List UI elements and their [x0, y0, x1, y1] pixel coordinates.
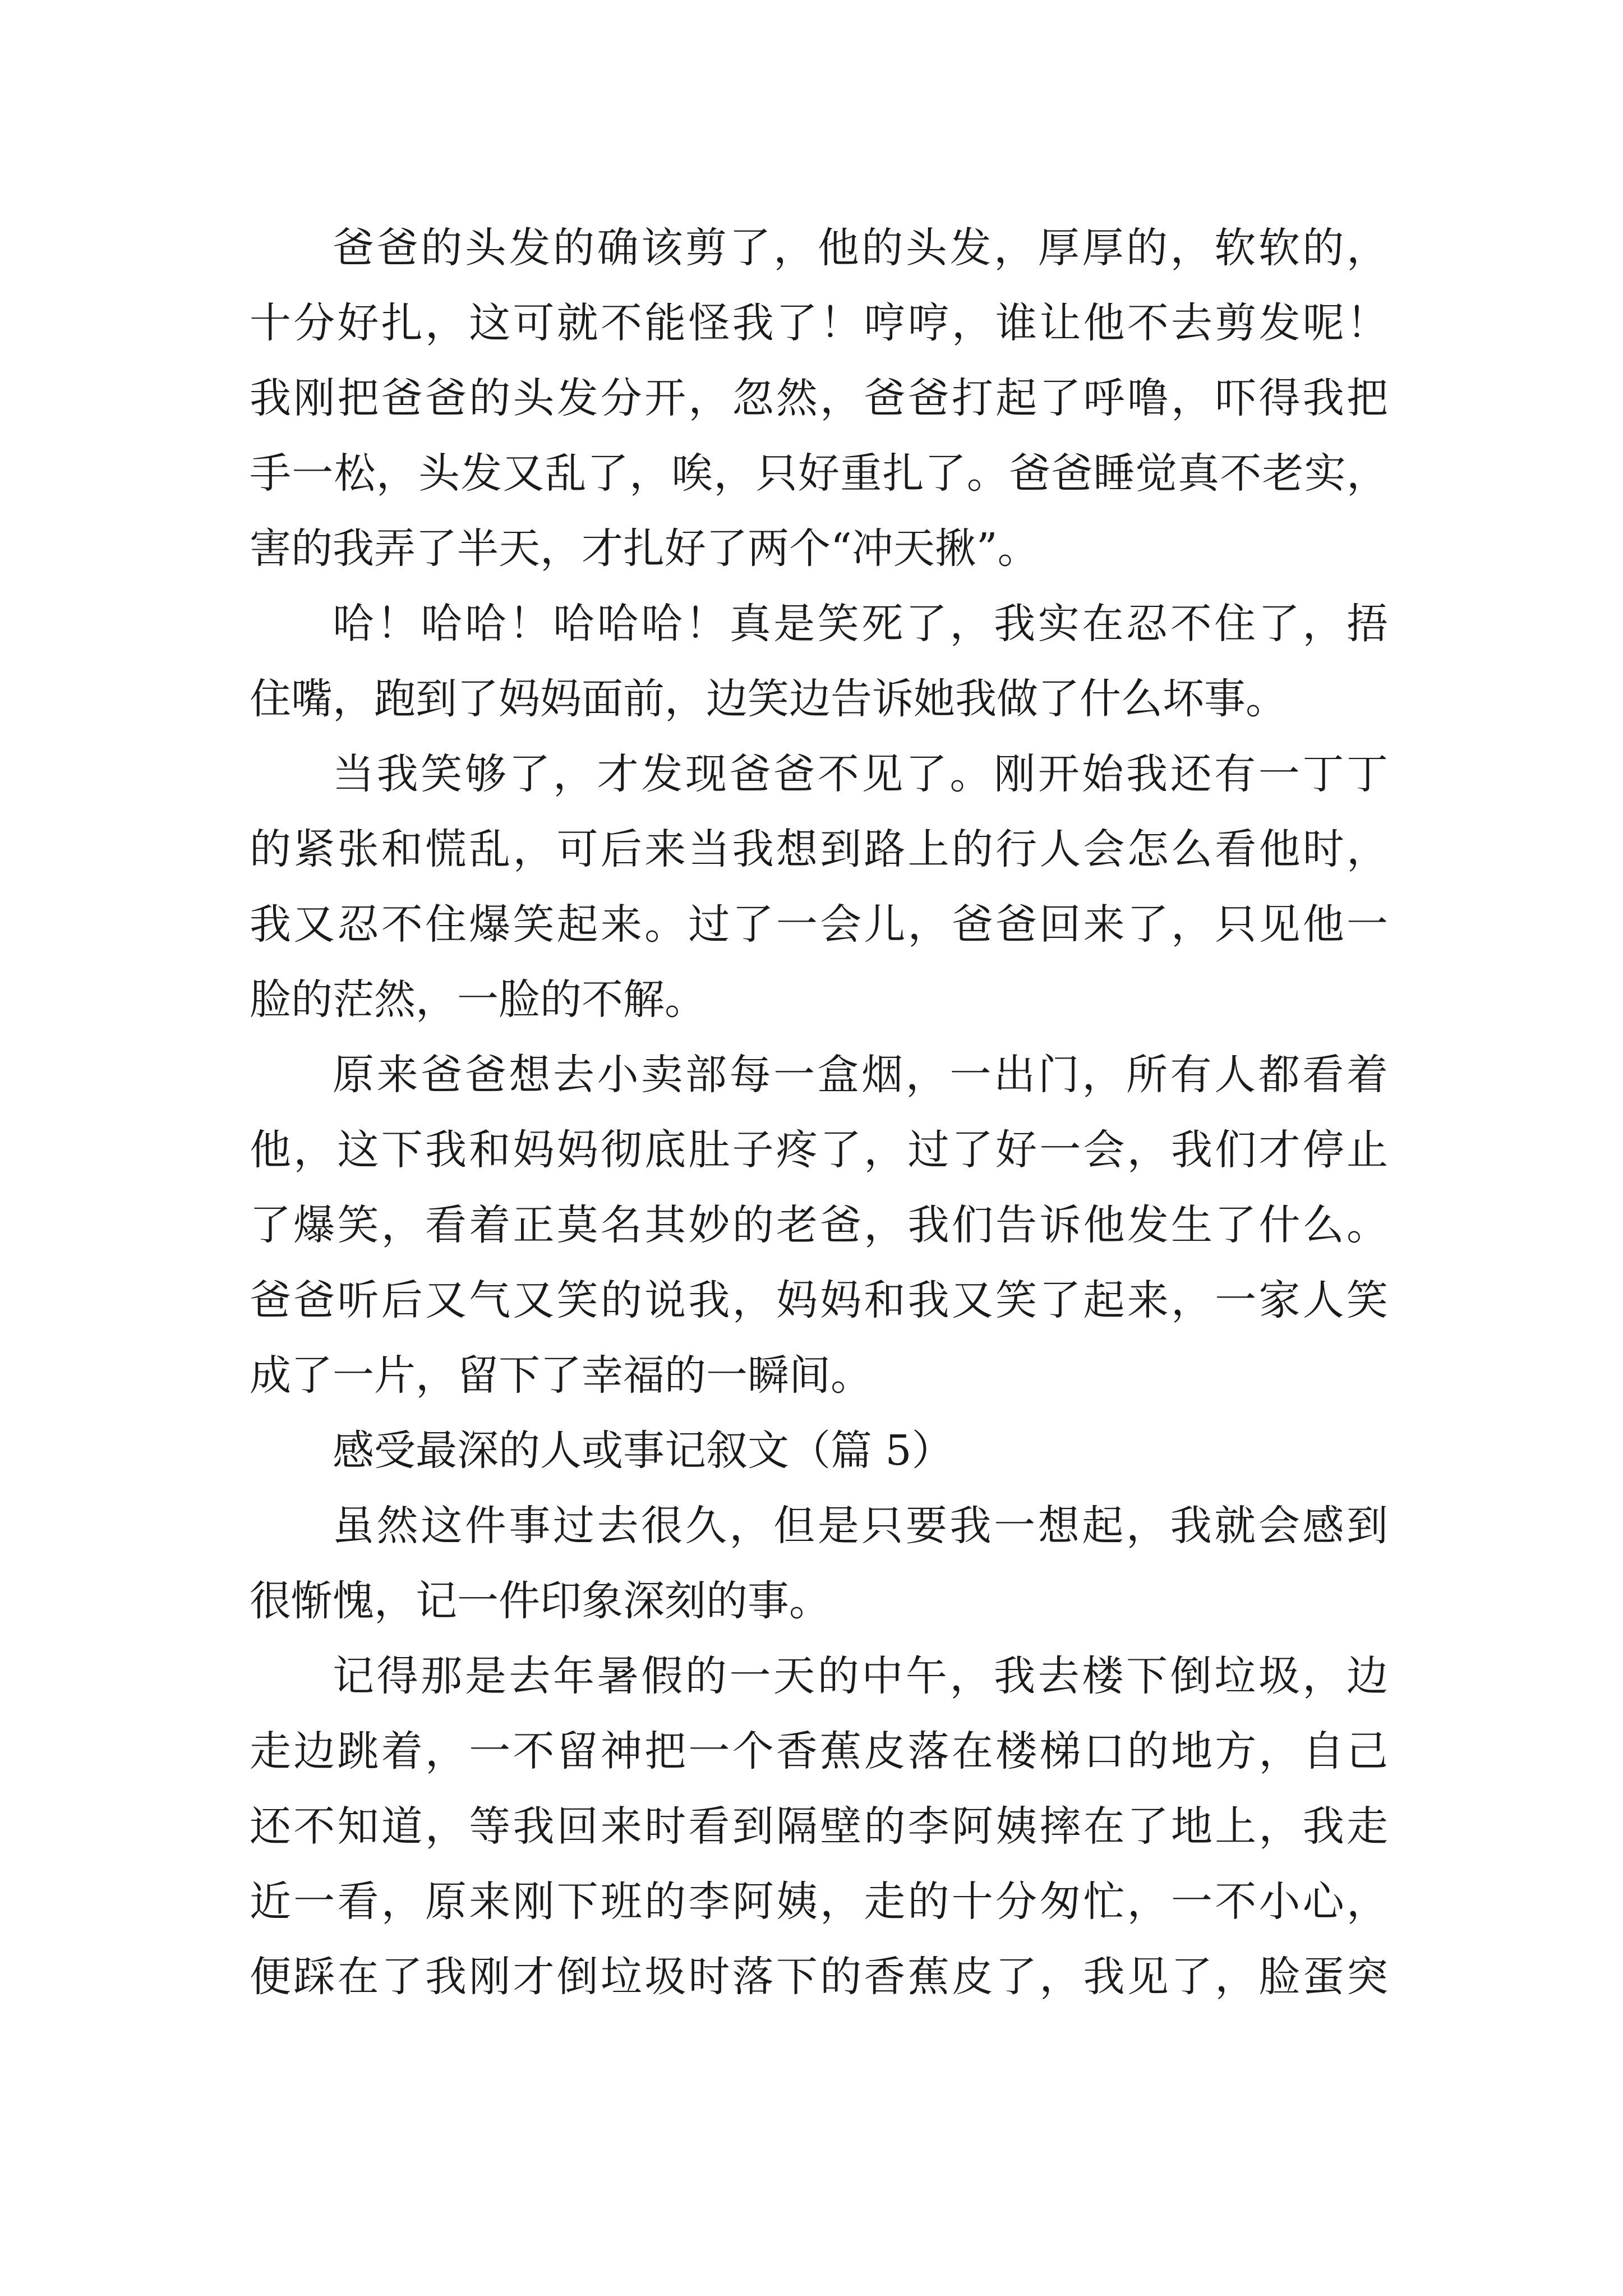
section-heading: 感受最深的人或事记叙文（篇 5） [333, 1427, 953, 1475]
paragraph-line: 当我笑够了，才发现爸爸不见了。刚开始我还有一丁丁 [333, 750, 1388, 798]
paragraph-line: 的紧张和慌乱，可后来当我想到路上的行人会怎么看他时， [250, 825, 1388, 873]
paragraph-line: 爸爸的头发的确该剪了，他的头发，厚厚的，软软的， [333, 224, 1388, 272]
paragraph-line: 走边跳着，一不留神把一个香蕉皮落在楼梯口的地方，自己 [250, 1727, 1388, 1775]
document-body [250, 210, 1388, 2014]
paragraph-line: 便踩在了我刚才倒垃圾时落下的香蕉皮了，我见了，脸蛋突 [250, 1953, 1388, 2001]
paragraph-line: 虽然这件事过去很久，但是只要我一想起，我就会感到 [333, 1502, 1388, 1550]
paragraph-line: 害的我弄了半天，才扎好了两个“冲天揪”。 [250, 524, 1039, 573]
paragraph-line: 还不知道，等我回来时看到隔壁的李阿姨摔在了地上，我走 [250, 1802, 1388, 1851]
paragraph-line: 我刚把爸爸的头发分开，忽然，爸爸打起了呼噜，吓得我把 [250, 374, 1388, 422]
paragraph-line: 脸的茫然，一脸的不解。 [250, 976, 706, 1024]
paragraph-line: 我又忍不住爆笑起来。过了一会儿，爸爸回来了，只见他一 [250, 900, 1388, 949]
paragraph-line: 哈！哈哈！哈哈哈！真是笑死了，我实在忍不住了，捂 [333, 600, 1388, 648]
paragraph-line: 爸爸听后又气又笑的说我，妈妈和我又笑了起来，一家人笑 [250, 1276, 1388, 1324]
paragraph-line: 了爆笑，看着正莫名其妙的老爸，我们告诉他发生了什么。 [250, 1201, 1388, 1249]
paragraph-line: 住嘴，跑到了妈妈面前，边笑边告诉她我做了什么坏事。 [250, 675, 1287, 723]
paragraph-line: 十分好扎，这可就不能怪我了！哼哼，谁让他不去剪发呢！ [250, 299, 1388, 347]
paragraph-line: 成了一片，留下了幸福的一瞬间。 [250, 1351, 872, 1400]
paragraph-line: 原来爸爸想去小卖部每一盒烟，一出门，所有人都看着 [333, 1051, 1388, 1099]
paragraph-line: 他，这下我和妈妈彻底肚子疼了，过了好一会，我们才停止 [250, 1126, 1388, 1174]
paragraph-line: 手一松，头发又乱了，唉，只好重扎了。爸爸睡觉真不老实， [250, 449, 1388, 498]
paragraph-line: 近一看，原来刚下班的李阿姨，走的十分匆忙，一不小心， [250, 1878, 1388, 1926]
paragraph-line: 很惭愧，记一件印象深刻的事。 [250, 1577, 831, 1625]
paragraph-line: 记得那是去年暑假的一天的中午，我去楼下倒垃圾，边 [333, 1652, 1388, 1700]
